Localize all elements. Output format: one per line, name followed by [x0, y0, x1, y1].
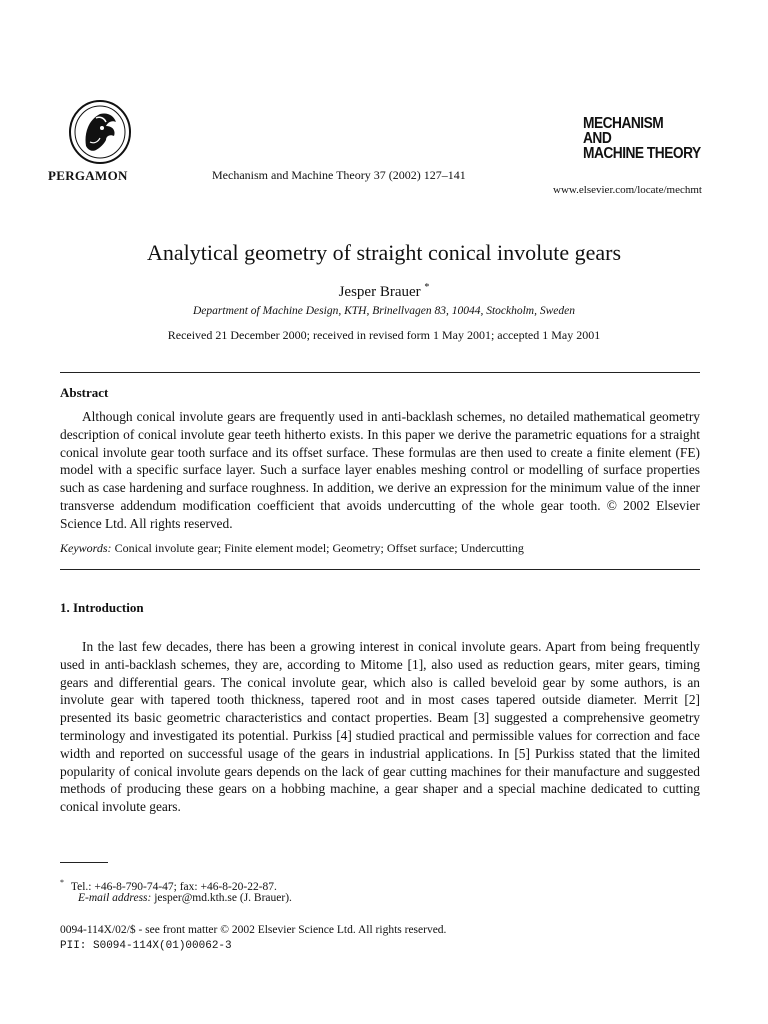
section-heading: 1. Introduction — [60, 600, 144, 615]
received-dates: Received 21 December 2000; received in revised form 1 May 2001; accepted 1 May 2001 — [167, 328, 601, 342]
divider — [60, 569, 700, 570]
article-title: Analytical geometry of straight conical involute gears — [146, 240, 622, 265]
publisher-name: PERGAMON — [48, 168, 128, 183]
brand-line: MECHANISM — [583, 115, 664, 132]
brand-line: MACHINE THEORY — [583, 145, 701, 162]
affiliation: Department of Machine Design, KTH, Brinellvagen 83, 10044, Stockholm, Sweden — [193, 305, 575, 317]
keywords-label: Keywords: — [60, 541, 112, 555]
pii-line: PII: S0094-114X(01)00062-3 — [60, 940, 232, 952]
footnote-divider — [60, 862, 108, 863]
brand-line: AND — [583, 130, 612, 147]
journal-url[interactable]: www.elsevier.com/locate/mechmt — [553, 184, 702, 196]
footnote-email-line — [78, 891, 292, 906]
footnote-mark: * — [60, 878, 64, 887]
front-matter-line: 0094-114X/02/$ - see front matter © 2002 Elsevier Science Ltd. All rights reserved. — [60, 924, 447, 936]
email-address[interactable]: jesper@md.kth.se (J. Brauer). — [154, 892, 292, 904]
introduction-text: In the last few decades, there has been a growing interest in conical involute gears. Apart from being frequently used in anti-backlash schemes, they are, according to Mitome [1], also used as reduction gears, miter gears, timing gears and differential gears. The conical involute gear, which also is called beveloid gear by some authors, is an involute gear with tapered tooth thickness, tapered root and in most cases tapered outside diameter. Merrit [2] presented its basic geometric characteristics and contact properties. Beam [3] suggested a comprehensive geometry terminology and investigated its potential. Purkiss [4] studied practical and permissible values for correction and face width and reported on successful usage of the gears in industrial applications. In [5] Purkiss stated that the limited popularity of conical involute gears depends on the lack of gear cutting machines for their manufacture and suggested methods of producing these gears on a hobbing machine, a gear shaper and a special machine dedicated to cutting conical involute gears. — [60, 639, 700, 815]
abstract-heading: Abstract — [60, 385, 109, 400]
email-label: E-mail address: — [78, 892, 152, 904]
abstract-text: Although conical involute gears are frequently used in anti-backlash schemes, no detailed mathematical geometry description of conical involute gear teeth hitherto exists. In this paper we derive the parametric equations for a straight conical involute gear tooth surface and its offset surface. These formulas are then used to create a finite element (FE) model with a specific surface layer. Such a surface layer enables meshing control or modelling of surface properties such as case hardening and surface roughness. In addition, we derive an expression for the minimum value of the inner transverse addendum modification coefficient that avoids undercutting of the whole gear tooth. © 2002 Elsevier Science Ltd. All rights reserved. — [60, 409, 700, 531]
journal-brand — [583, 116, 701, 161]
divider — [60, 372, 700, 373]
author-footnote-mark: * — [424, 282, 430, 293]
publisher-logo — [66, 98, 134, 166]
journal-citation: Mechanism and Machine Theory 37 (2002) 127–141 — [212, 168, 466, 182]
keywords — [60, 541, 700, 556]
author-line — [0, 282, 768, 301]
footnote-phone: Tel.: +46-8-790-74-47; fax: +46-8-20-22-87. — [70, 880, 277, 893]
keywords-list: Conical involute gear; Finite element model; Geometry; Offset surface; Undercutting — [114, 541, 524, 555]
author-name: Jesper Brauer — [338, 284, 421, 300]
